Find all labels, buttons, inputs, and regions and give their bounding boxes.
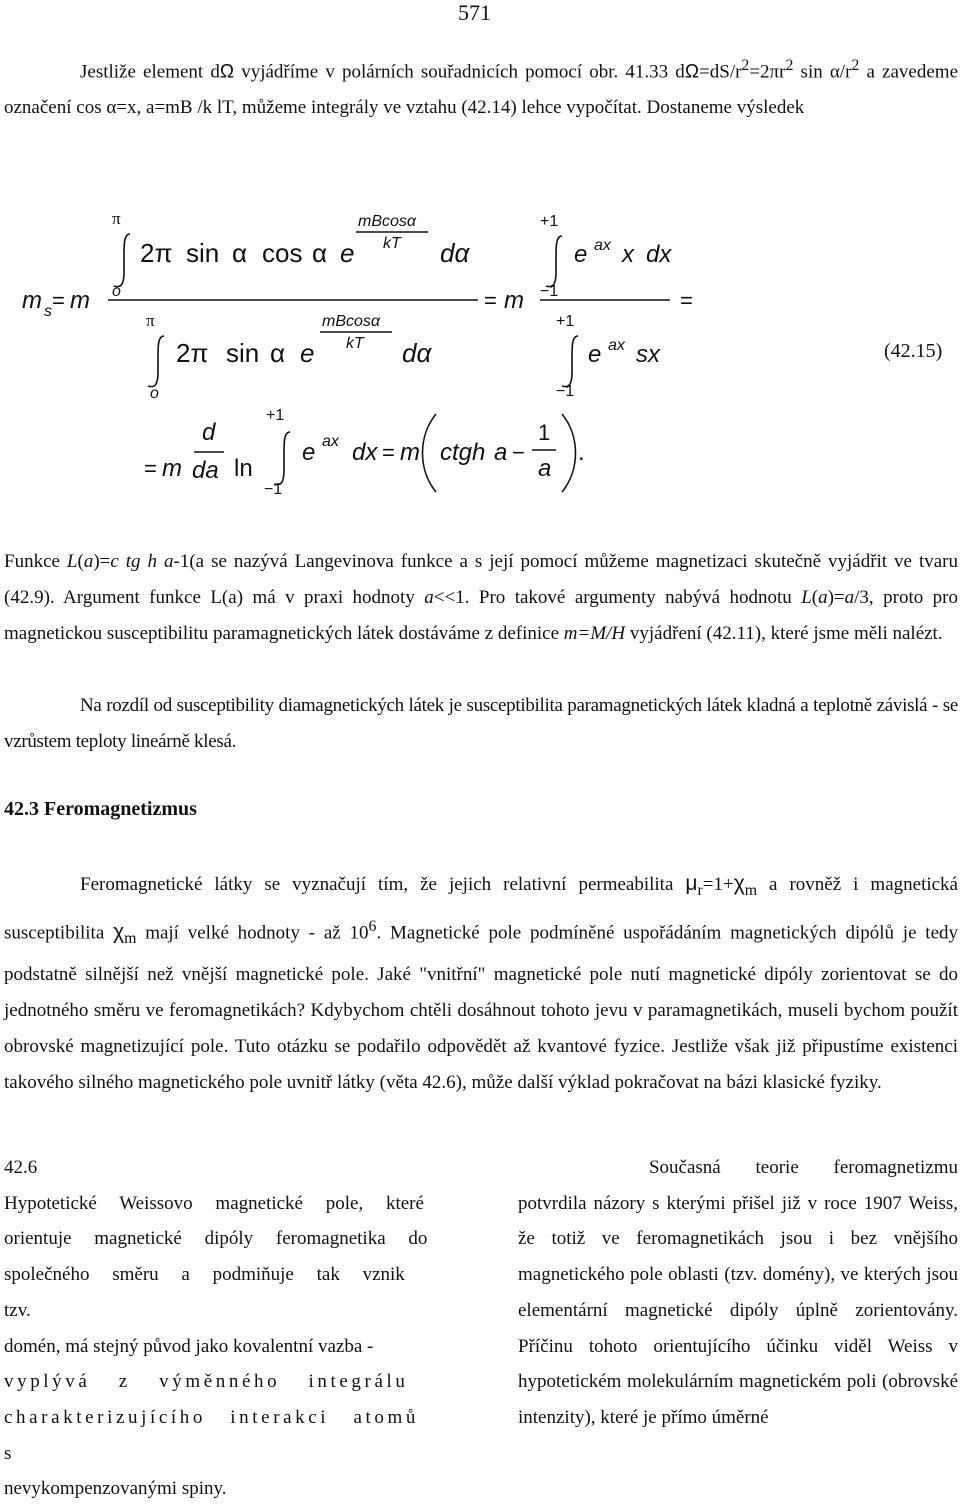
eq-equals-1: = <box>52 288 65 313</box>
eq-m-2: m <box>504 287 524 314</box>
eq-e-4: e <box>588 341 602 368</box>
paragraph-langevin: Funkce L(a)=c tg h a-1(a se nazývá Langevinova funkce a s její pomocí můžeme magnetizaci skutečně vyjádřit ve tvaru (42.9). Argument funkce L(a) má v praxi hodnoty a<<1. Pro takové argumenty nabývá hodnotu L(a)=a/3, proto pro magnetickou susceptibilitu paramagnetických látek dostáváme z definice m=M/H vyjádření (42.11), které jsme měli nalézt. <box>4 551 959 644</box>
eq-d: d <box>202 419 216 446</box>
eq-cos-1: cos <box>262 238 303 268</box>
eq-integral-2 <box>148 336 164 387</box>
eq-integral-1 <box>114 234 130 287</box>
eq-equals-3: = <box>680 288 693 313</box>
right-column-first-line: Současná teorie feromagnetizmu <box>648 1157 958 1178</box>
equation-number: (42.15) <box>884 340 943 362</box>
eq-int-lower-1: −1 <box>540 283 559 300</box>
eq-ctgh: ctgh <box>440 439 486 466</box>
theorem-line: domén, má stejný původ jako kovalentní vazba - <box>4 1335 374 1357</box>
eq-int-lower-o-2: o <box>150 385 159 402</box>
eq-2pi-2: 2π <box>176 338 209 368</box>
eq-ms-sub: s <box>44 303 52 320</box>
eq-exp-den-1: kT <box>383 235 401 252</box>
page-number: 571 <box>458 0 491 25</box>
eq-e-5: e <box>302 439 316 466</box>
eq-e-1: e <box>340 238 355 268</box>
eq-int-lower-o-1: o <box>112 283 121 300</box>
eq-a-1: a <box>494 439 508 466</box>
theorem-number: 42.6 <box>4 1157 38 1178</box>
eq-int-lower-2: −1 <box>556 383 575 400</box>
eq-int-upper-pi-2: π <box>146 311 155 330</box>
eq-e-3: e <box>574 241 588 268</box>
eq-int-upper-3: +1 <box>266 407 285 424</box>
paragraph-susceptibility-comparison: Na rozdíl od susceptibility diamagnetických látek je susceptibilita paramagnetických látek kladná a teplotně závislá - se vzrůstem teploty lineárně klesá. <box>4 695 958 752</box>
eq-integral-5 <box>274 432 290 485</box>
eq-exp-num-1: mBcosα <box>358 213 417 230</box>
equation-42-15 <box>0 200 960 510</box>
right-column-text <box>518 1150 958 1436</box>
eq-paren-left <box>423 414 437 492</box>
eq-dalpha-1: dα <box>440 238 470 268</box>
eq-integral-3 <box>546 236 562 287</box>
eq-integral-4 <box>562 336 578 387</box>
section-heading: 42.3 Feromagnetizmus <box>4 798 197 820</box>
theorem-line: nevykompenzovanými spiny. <box>4 1478 227 1500</box>
theorem-line: vyplývá z výměnného integrálu <box>4 1371 409 1393</box>
eq-ax-2: ax <box>608 337 625 354</box>
eq-ms: m <box>22 287 42 314</box>
theorem-line: charakterizujícího interakci atomů s <box>4 1406 420 1464</box>
eq-equals-5: = <box>382 440 395 465</box>
eq-dx-2: dx <box>352 439 378 466</box>
eq-int-lower-3: −1 <box>264 481 283 498</box>
intro-paragraph: Jestliže element dΩ vyjádříme v polárních souřadnicích pomocí obr. 41.33 $d\Omega=dS/r^2=2\pi r^2$ $\sin \alpha/r^2$ a zavedeme označení cos α=x, a=mB /k lT, můžeme integrály ve vztahu (42.14) lehce vypočítat. Dostaneme výsledek <box>4 57 958 119</box>
eq-da: da <box>192 457 219 484</box>
eq-ax-1: ax <box>594 237 611 254</box>
eq-exp-den-2: kT <box>346 335 364 352</box>
eq-x-1: x <box>622 241 634 268</box>
eq-minus: − <box>512 440 525 465</box>
eq-equals-4: = <box>144 456 157 481</box>
eq-dot: . <box>578 439 585 466</box>
eq-dalpha-2: dα <box>402 338 432 368</box>
eq-ln: ln <box>234 455 253 482</box>
eq-exp-num-2: mBcosα <box>322 313 381 330</box>
paragraph-ferromagnetism: Feromagnetické látky se vyznačují tím, že jejich relativní permeabilita $\mu_r=1+\chi_m$ a rovněž i magnetická susceptibilita $\chi_m$ mají velké hodnoty - až $10^6$. Magnetické pole podmíněné uspořádáním magnetických dipólů je tedy podstatně silnější než vnější magnetické pole. Jaké "vnitřní" magnetické pole nutí magnetické dipóly zorientovat se do jednotného směru ve feromagnetikách? Kdybychom chtěli dosáhnout tohoto jevu v paramagnetikách, museli bychom použít obrovské magnetizující pole. Tuto otázku se podařilo odpovědět až kvantové fyzice. Jestliže však již připustíme existenci takového silného magnetického pole uvnitř látky (věta 42.6), může další výklad pokračovat na bázi klasické fyziky. <box>4 872 959 1093</box>
eq-2pi-1: 2π <box>140 238 173 268</box>
eq-equals-2: = <box>484 288 497 313</box>
eq-alpha-3: α <box>270 338 286 368</box>
eq-int-upper-1: +1 <box>540 213 559 230</box>
eq-alpha-2: α <box>312 238 328 268</box>
eq-sx: sx <box>636 341 660 368</box>
eq-m-1: m <box>70 287 90 314</box>
theorem-line: orientuje magnetické dipóly feromagnetika do <box>4 1228 428 1250</box>
theorem-line: společného směru a podmiňuje tak vznik tzv. <box>4 1264 405 1321</box>
eq-dx-1: dx <box>646 241 672 268</box>
eq-m-4: m <box>400 439 420 466</box>
eq-paren-right <box>562 414 576 492</box>
right-column-body: potvrdila názory s kterými přišel již v roce 1907 Weiss, že totiž ve feromagnetikách jsou i bez vnějšího magnetického pole oblasti (tzv. domény), ve kterých jsou elementární magnetické dipóly úplně zorientovány. Příčinu tohoto orientujícího účinku viděl Weiss v hypotetickém molekulárním magnetickém poli (obrovské intenzity), které je přímo úměrné <box>518 1192 958 1428</box>
eq-e-2: e <box>300 338 315 368</box>
eq-m-3: m <box>162 455 182 482</box>
eq-one: 1 <box>538 420 551 445</box>
theorem-line: Hypotetické Weissovo magnetické pole, které <box>4 1192 424 1214</box>
eq-a-2: a <box>538 455 552 482</box>
eq-ax-3: ax <box>322 433 339 450</box>
eq-alpha-1: α <box>232 238 248 268</box>
eq-sin-1: sin <box>186 238 220 268</box>
eq-int-upper-2: +1 <box>556 313 575 330</box>
eq-int-upper-pi-1: π <box>112 209 121 228</box>
theorem-42-6-column <box>4 1150 444 1507</box>
eq-sin-2: sin <box>226 338 260 368</box>
